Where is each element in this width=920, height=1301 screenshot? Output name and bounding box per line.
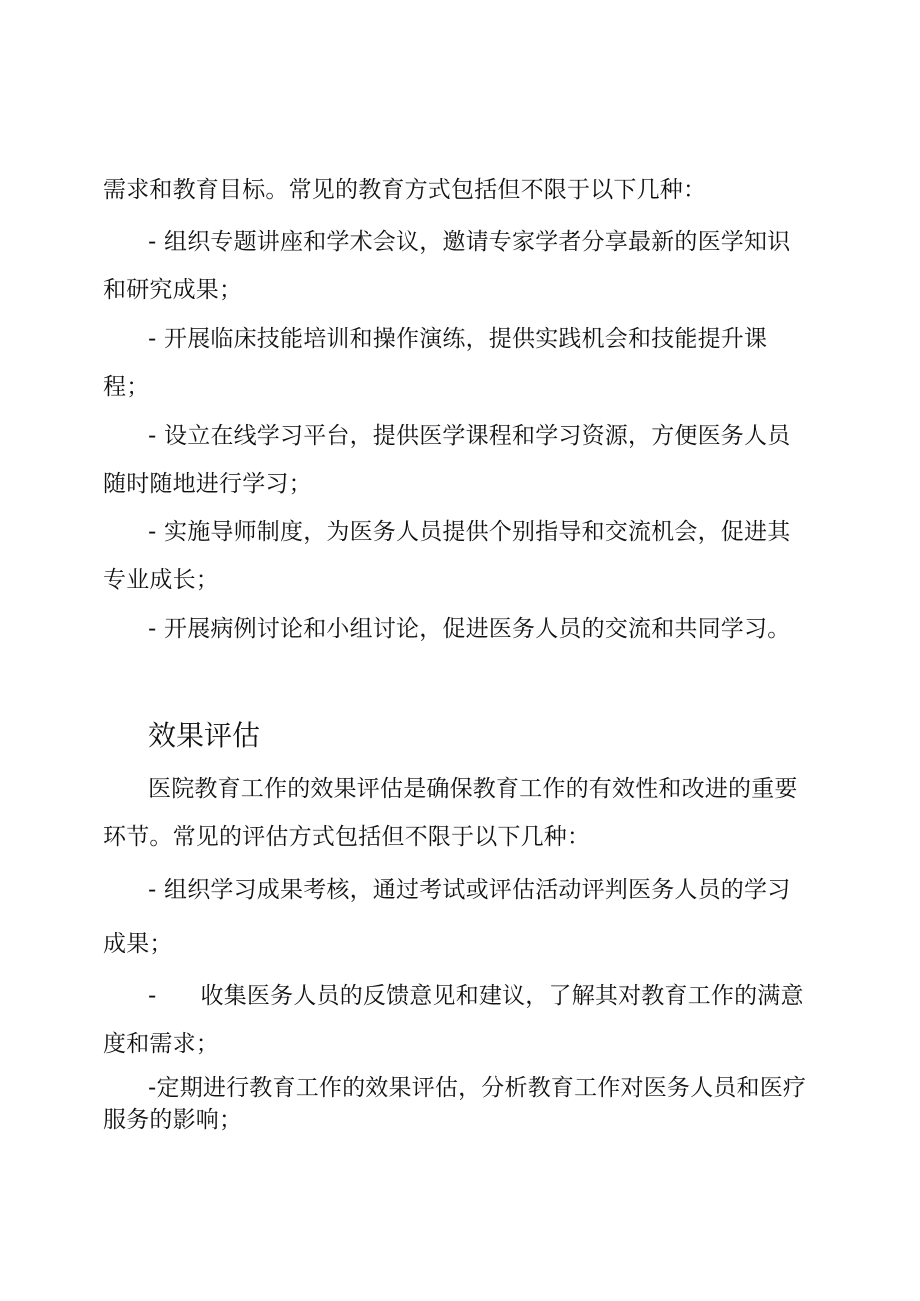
method-item-2-line2: 程；: [103, 374, 150, 400]
method-item-4-line2: 专业成长；: [103, 567, 219, 593]
method-item-3-line2: 随时随地进行学习；: [103, 471, 312, 497]
method-item-5-line1: - 开展病例讨论和小组讨论，促进医务人员的交流和共同学习。: [148, 616, 791, 642]
method-item-3-line1: - 设立在线学习平台，提供医学课程和学习资源，方便医务人员: [148, 423, 791, 449]
evaluation-item-1-line1: - 组织学习成果考核，通过考试或评估活动评判医务人员的学习: [148, 877, 791, 903]
section-paragraph-line1: 医院教育工作的效果评估是确保教育工作的有效性和改进的重要: [148, 776, 798, 802]
section-paragraph-line2: 环节。常见的评估方式包括但不限于以下几种：: [103, 824, 591, 850]
evaluation-item-2-text: 收集医务人员的反馈意见和建议，了解其对教育工作的满意: [200, 983, 804, 1009]
method-item-1-line1: - 组织专题讲座和学术会议，邀请专家学者分享最新的医学知识: [148, 229, 791, 255]
evaluation-item-3-line2: 服务的影响；: [103, 1107, 243, 1133]
evaluation-item-1-line2: 成果；: [103, 931, 173, 957]
method-item-1-line2: 和研究成果；: [103, 277, 243, 303]
evaluation-item-3-line1: -定期进行教育工作的效果评估，分析教育工作对医务人员和医疗: [148, 1075, 807, 1101]
evaluation-item-2-line2: 度和需求；: [103, 1031, 219, 1057]
section-title: 效果评估: [148, 719, 261, 752]
intro-line: 需求和教育目标。常见的教育方式包括但不限于以下几种：: [103, 177, 707, 203]
evaluation-item-2-line1: [148, 980, 804, 1012]
evaluation-item-2-dash: -: [148, 983, 157, 1009]
method-item-2-line1: - 开展临床技能培训和操作演练，提供实践机会和技能提升课: [148, 326, 768, 352]
method-item-4-line1: - 实施导师制度，为医务人员提供个别指导和交流机会，促进其: [148, 519, 791, 545]
